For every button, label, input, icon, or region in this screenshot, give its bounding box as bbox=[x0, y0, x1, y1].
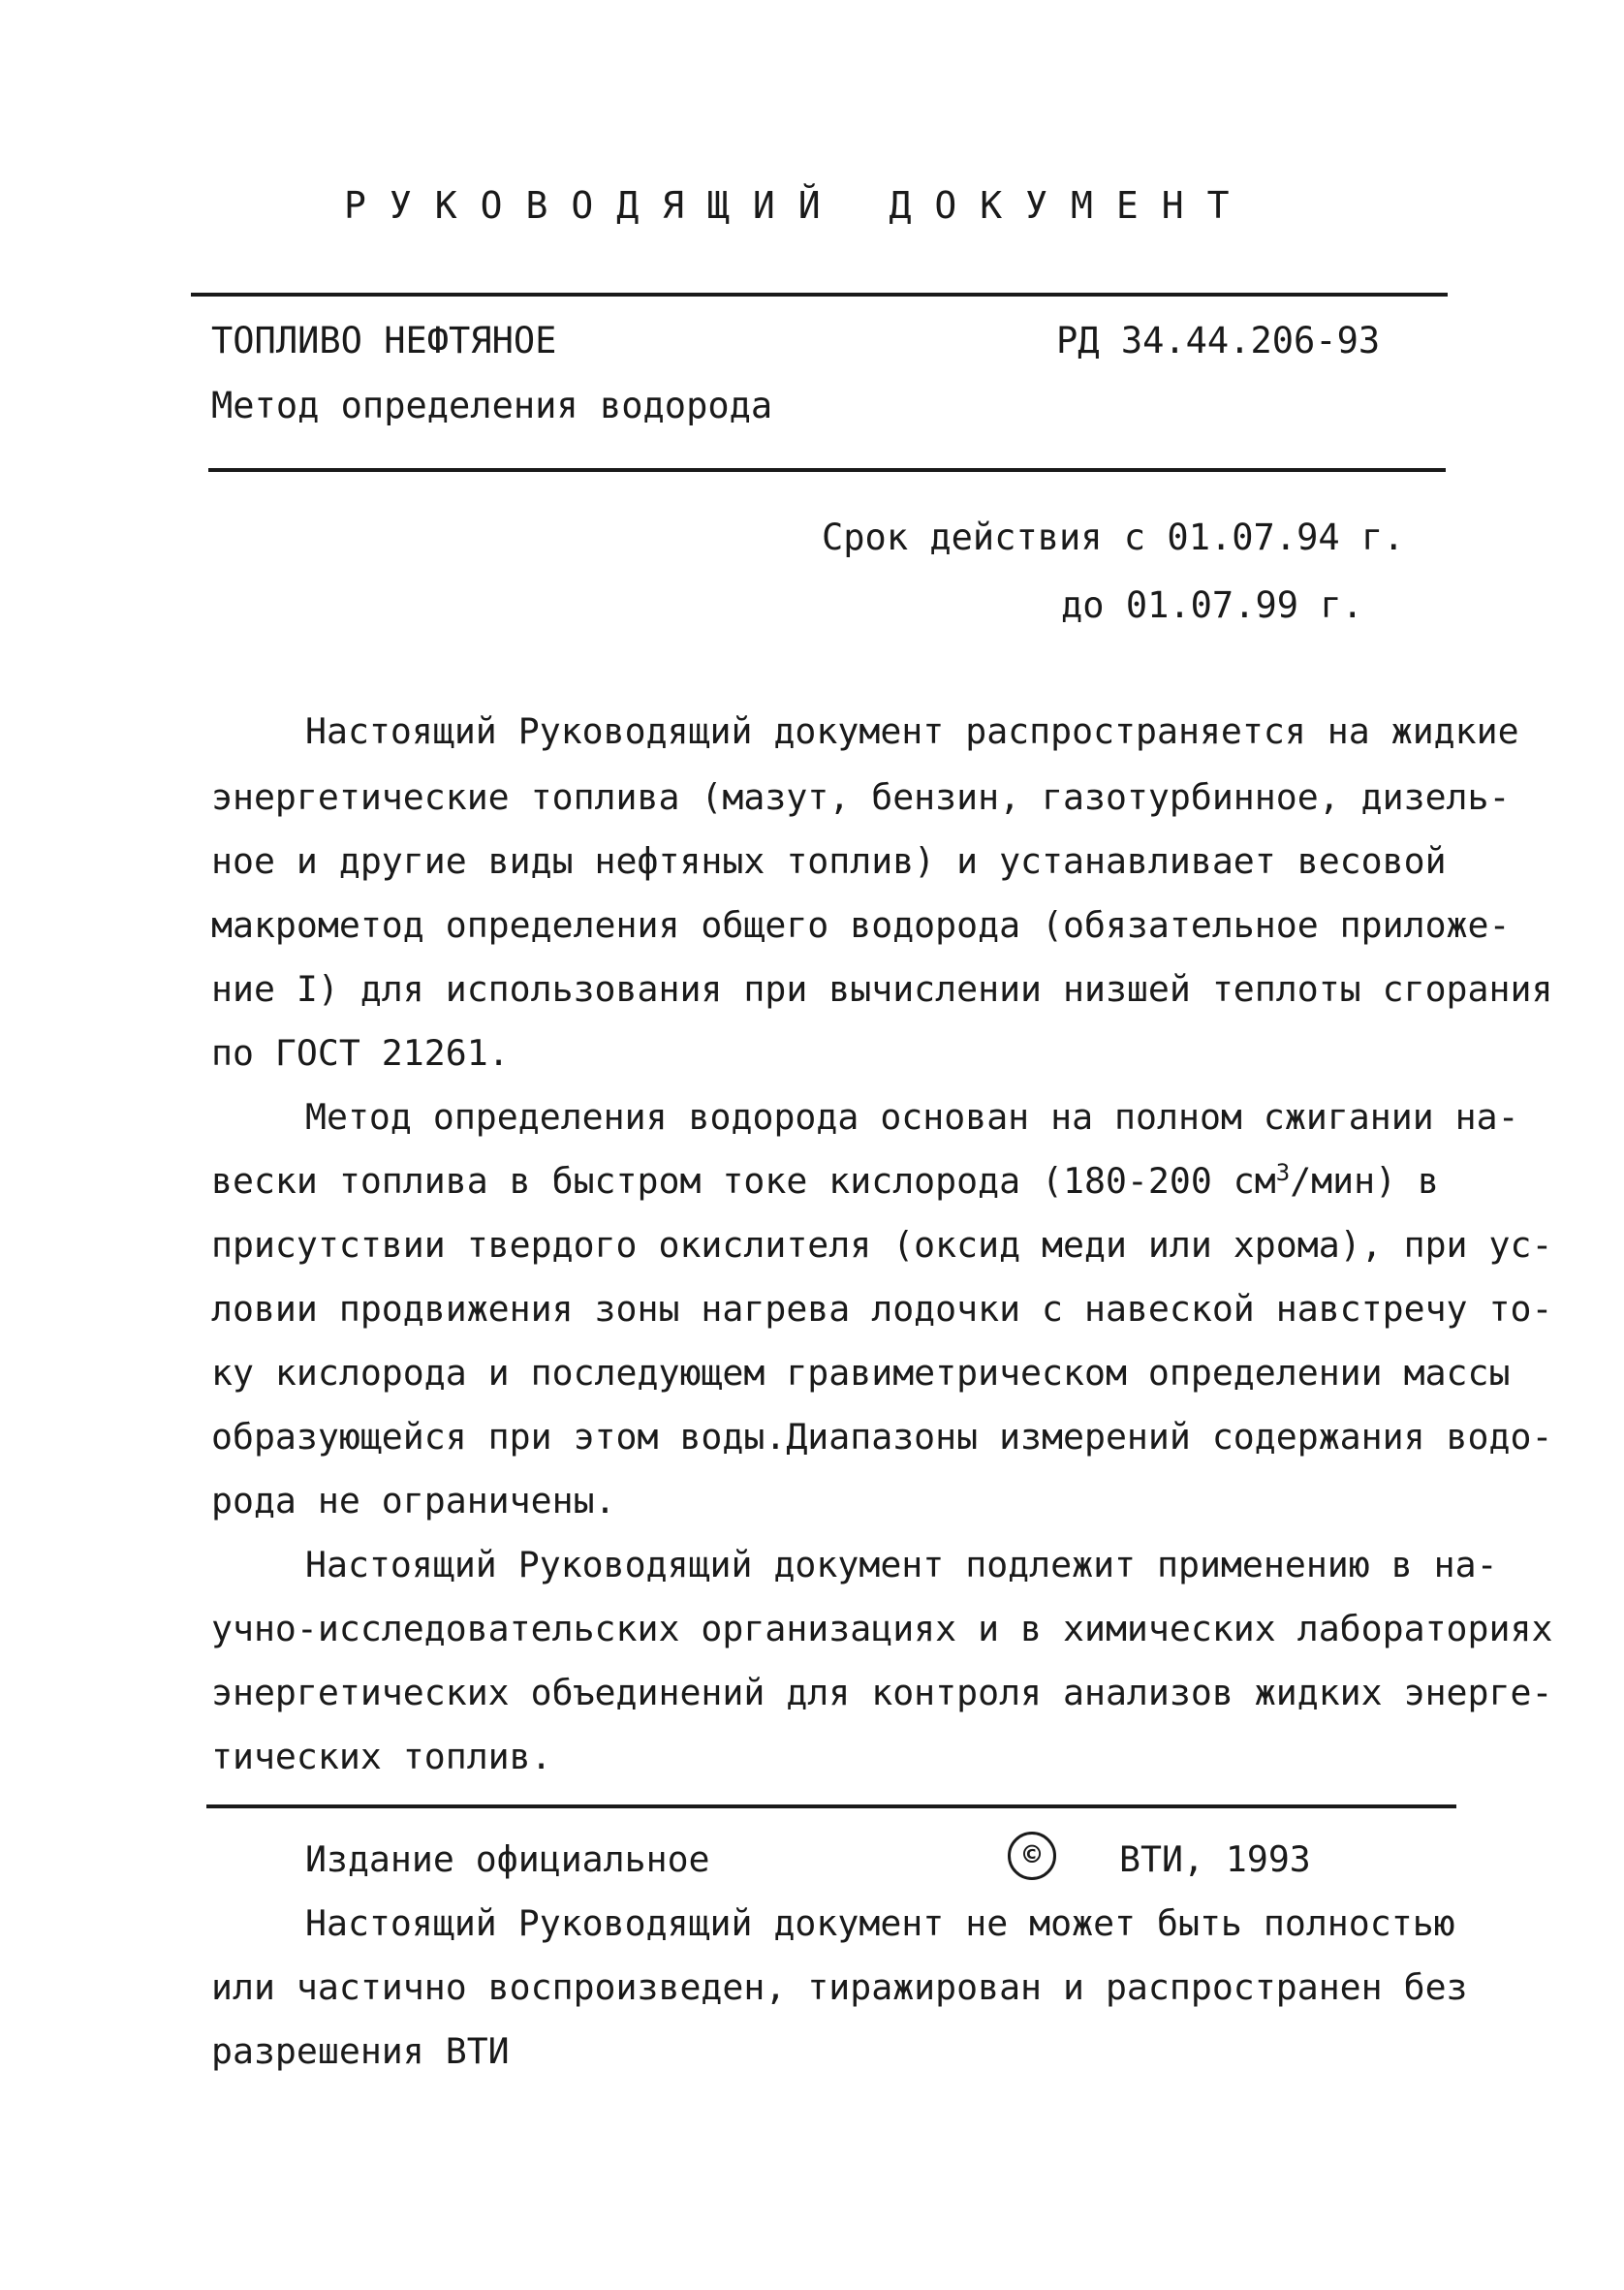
body-line-2: энергетические топлива (мазут, бензин, газотурбинное, дизель- bbox=[211, 776, 1511, 818]
body-line-5: ние I) для использования при вычислении низшей теплоты сгорания bbox=[211, 968, 1553, 1010]
validity-from: Срок действия с 01.07.94 г. bbox=[822, 517, 1405, 558]
body-line-15: учно-исследовательских организациях и в химических лабораториях bbox=[211, 1608, 1553, 1649]
flow-rate-tail: /мин) в bbox=[1290, 1160, 1440, 1202]
copyright-symbol: © bbox=[1008, 1832, 1056, 1880]
edition-label: Издание официальное bbox=[305, 1838, 710, 1880]
flow-rate-text: вески топлива в быстром токе кислорода (180-200 см bbox=[211, 1160, 1276, 1202]
header-bottom-rule bbox=[208, 468, 1446, 472]
document-type-title: РУКОВОДЯЩИЙ ДОКУМЕНТ bbox=[344, 184, 1253, 227]
validity-to: до 01.07.99 г. bbox=[1061, 584, 1363, 626]
body-line-4: макрометод определения общего водорода (обязательное приложе- bbox=[211, 904, 1511, 946]
copyright-icon bbox=[1008, 1832, 1056, 1880]
document-number: РД 34.44.206-93 bbox=[1056, 320, 1381, 361]
copyright-holder: ВТИ, 1993 bbox=[1119, 1838, 1311, 1880]
body-line-7: Метод определения водорода основан на полном сжигании на- bbox=[305, 1096, 1519, 1138]
body-line-6: по ГОСТ 21261. bbox=[211, 1032, 510, 1074]
body-line-11: ку кислорода и последующем гравиметрическом определении массы bbox=[211, 1352, 1511, 1394]
body-line-12: образующейся при этом воды.Диапазоны измерений содержания водо- bbox=[211, 1416, 1553, 1458]
subject-heading: ТОПЛИВО НЕФТЯНОЕ bbox=[211, 320, 557, 361]
body-line-17: тических топлив. bbox=[211, 1736, 552, 1777]
notice-line-2: или частично воспроизведен, тиражирован и распространен без bbox=[211, 1966, 1468, 2008]
body-line-8 bbox=[211, 1160, 1439, 1202]
body-line-9: присутствии твердого окислителя (оксид меди или хрома), при ус- bbox=[211, 1224, 1553, 1266]
body-line-1: Настоящий Руководящий документ распространяется на жидкие bbox=[305, 710, 1519, 752]
footer-rule bbox=[206, 1804, 1456, 1808]
notice-line-1: Настоящий Руководящий документ не может быть полностью bbox=[305, 1902, 1455, 1944]
header-top-rule bbox=[191, 293, 1448, 297]
method-heading: Метод определения водорода bbox=[211, 385, 773, 426]
body-line-13: рода не ограничены. bbox=[211, 1480, 616, 1521]
body-line-16: энергетических объединений для контроля анализов жидких энерге- bbox=[211, 1672, 1553, 1713]
flow-unit-superscript: 3 bbox=[1275, 1158, 1291, 1186]
body-line-3: ное и другие виды нефтяных топлив) и устанавливает весовой bbox=[211, 840, 1447, 882]
notice-line-3: разрешения ВТИ bbox=[211, 2030, 510, 2072]
body-line-14: Настоящий Руководящий документ подлежит применению в на- bbox=[305, 1544, 1498, 1585]
body-line-10: ловии продвижения зоны нагрева лодочки с навеской навстречу то- bbox=[211, 1288, 1553, 1330]
